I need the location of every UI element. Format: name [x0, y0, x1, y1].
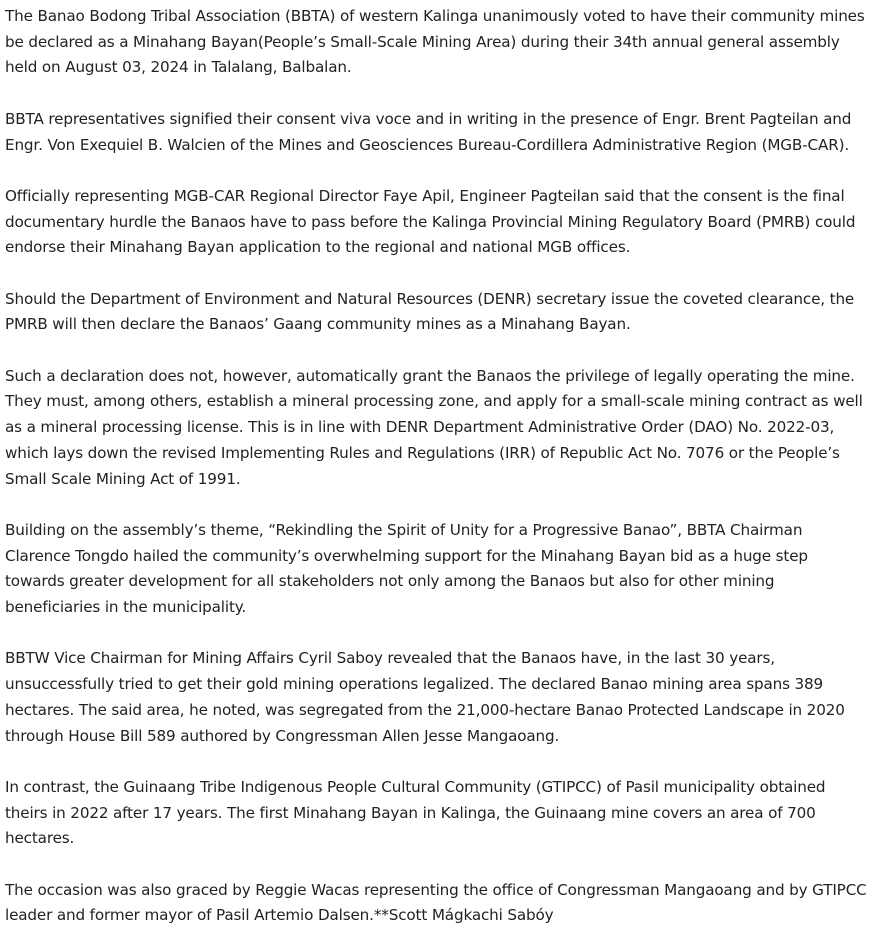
article-paragraph: In contrast, the Guinaang Tribe Indigenous People Cultural Community (GTIPCC) of Pasil municipality obtained theirs in 2022 after 17 years. The first Minahang Bayan in Kalinga, the Guinaang mine covers an area of 700 hectares. — [5, 777, 826, 848]
article-paragraph: Officially representing MGB-CAR Regional Director Faye Apil, Engineer Pagteilan said that the consent is the final documentary hurdle the Banaos have to pass before the Kalinga Provincial Mining Regulatory Board (PMRB) could endorse their Minahang Bayan application to the regional and national MGB offices. — [5, 186, 856, 257]
article-paragraph: Such a declaration does not, however, automatically grant the Banaos the privilege of legally operating the mine. They must, among others, establish a mineral processing zone, and apply for a small-scale mining contract as well as a mineral processing license. This is in line with DENR Department Administrative Order (DAO) No. 2022-03, which lays down the revised Implementing Rules and Regulations (IRR) of Republic Act No. 7076 or the People’s Small Scale Mining Act of 1991. — [5, 366, 863, 488]
article-body — [5, 4, 867, 929]
article-paragraph: Should the Department of Environment and Natural Resources (DENR) secretary issue the coveted clearance, the PMRB will then declare the Banaos’ Gaang community mines as a Minahang Bayan. — [5, 289, 855, 334]
article-paragraph: Building on the assembly’s theme, “Rekindling the Spirit of Unity for a Progressive Banao”, BBTA Chairman Clarence Tongdo hailed the community’s overwhelming support for the Minahang Bayan bid as a huge step towards greater development for all stakeholders not only among the Banaos but also for other mining beneficiaries in the municipality. — [5, 520, 808, 617]
article-paragraph: The Banao Bodong Tribal Association (BBTA) of western Kalinga unanimously voted to have their community mines be declared as a Minahang Bayan(People’s Small-Scale Mining Area) during their 34th annual general assembly held on August 03, 2024 in Talalang, Balbalan. — [5, 7, 865, 77]
article-paragraph: BBTW Vice Chairman for Mining Affairs Cyril Saboy revealed that the Banaos have, in the last 30 years, unsuccessfully tried to get their gold mining operations legalized. The declared Banao mining area spans 389 hectares. The said area, he noted, was segregated from the 21,000-hectare Banao Protected Landscape in 2020 through House Bill 589 authored by Congressman Allen Jesse Mangaoang. — [5, 649, 845, 745]
article-paragraph-byline: The occasion was also graced by Reggie Wacas representing the office of Congressman Mangaoang and by GTIPCC leader and former mayor of Pasil Artemio Dalsen.**Scott Mágkachi Sabóy — [5, 880, 867, 925]
article-paragraph: BBTA representatives signified their consent viva voce and in writing in the presence of Engr. Brent Pagteilan and Engr. Von Exequiel B. Walcien of the Mines and Geosciences Bureau-Cordillera Administrative Region (MGB-CAR). — [5, 109, 852, 154]
